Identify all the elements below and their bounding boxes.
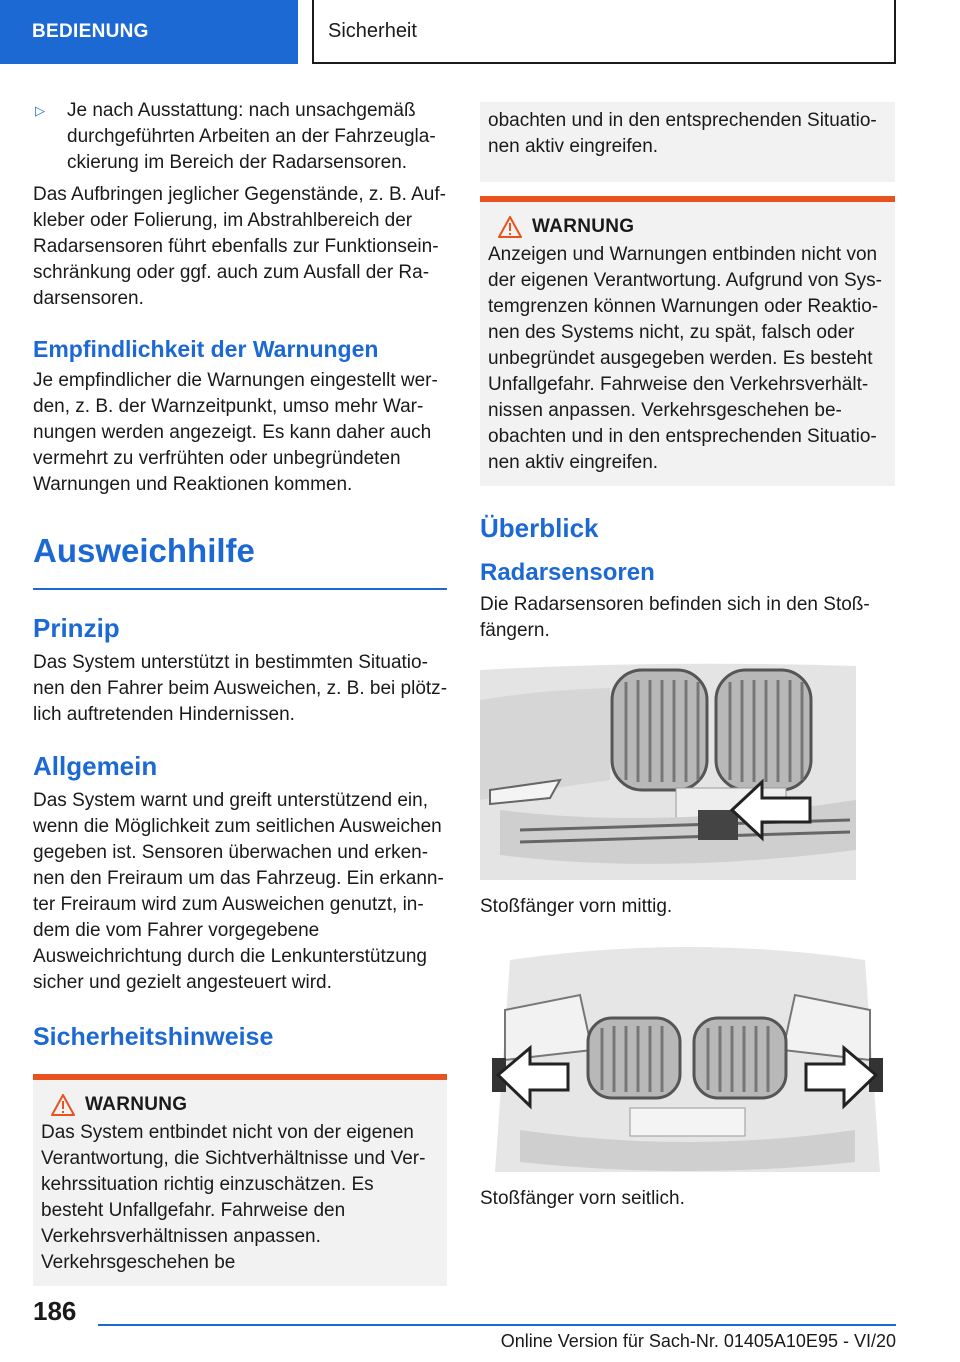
paragraph-aufbringen: Das Aufbringen jeglicher Gegenstände, z. B. Aufkleber oder Folierung, im Abstrahlbereich der Radarsensoren führt ebenfalls zur Funktionseinschränkung oder ggf. auch zum Ausfall der Radarsensoren. bbox=[33, 184, 446, 309]
heading-allgemein: Allgemein bbox=[33, 751, 158, 781]
header-section-label: BEDIENUNG bbox=[32, 21, 149, 42]
header-section-tab bbox=[0, 0, 298, 64]
footer-divider bbox=[98, 1324, 896, 1326]
warning-triangle-icon bbox=[51, 1094, 75, 1116]
paragraph-allgemein: Das System warnt und greift unterstützend ein, wenn die Möglichkeit zum seitlichen Ausweichen gegeben ist. Sensoren überwachen und erkennen den Freiraum um das Fahrzeug. Ein erkannter Freiraum wird zum Ausweichen genutzt, indem die vom Fahrer vorgegebene Ausweichrichtung durch die Lenkunterstützung sicher und gezielt angesteuert wird. bbox=[33, 790, 444, 993]
paragraph-prinzip: Das System unterstützt in bestimmten Situationen den Fahrer beim Ausweichen, z. B. bei plötzlich auftretenden Hindernissen. bbox=[33, 652, 448, 725]
warning-box-2 bbox=[480, 196, 895, 486]
warning-continuation-box bbox=[480, 102, 895, 182]
warning-triangle-icon bbox=[498, 216, 522, 238]
warning-header bbox=[41, 1094, 439, 1116]
heading-empfindlichkeit: Empfindlichkeit der Warnungen bbox=[33, 336, 379, 362]
caption-bumper-center: Stoßfänger vorn mittig. bbox=[480, 896, 673, 917]
header-chapter-box bbox=[312, 0, 896, 64]
heading-prinzip: Prinzip bbox=[33, 613, 120, 643]
warning-label-2: WARNUNG bbox=[532, 216, 635, 237]
triangle-bullet-icon: ▷ bbox=[35, 103, 45, 118]
right-column bbox=[480, 102, 895, 1212]
paragraph-radarsensoren: Die Radarsensoren befinden sich in den Stoßfängern. bbox=[480, 594, 870, 641]
footer-version-text: Online Version für Sach-Nr. 01405A10E95 - VI/20 bbox=[500, 1331, 896, 1351]
heading-ueberblick: Überblick bbox=[480, 513, 599, 543]
warning-label: WARNUNG bbox=[85, 1094, 188, 1115]
warning-text: Das System entbindet nicht von der eigenen Verantwortung, die Sichtverhältnisse und Verkehrssituation richtig einzuschätzen. Es besteht Unfallgefahr. Fahrweise den Verkehrsverhältnissen anpassen. Verkehrsgeschehen be bbox=[41, 1122, 426, 1273]
bullet-text: Je nach Ausstattung: nach unsachgemäß durchgeführten Arbeiten an der Fahrzeuglackierung im Bereich der Radarsensoren. bbox=[67, 100, 436, 173]
heading-sicherheitshinweise: Sicherheitshinweise bbox=[33, 1023, 274, 1051]
heading-radarsensoren: Radarsensoren bbox=[480, 559, 655, 586]
warning-continuation-text: obachten und in den entsprechenden Situationen aktiv eingreifen. bbox=[488, 110, 877, 157]
bumper-front-sides-image bbox=[480, 940, 895, 1172]
bumper-front-center-image bbox=[480, 660, 856, 880]
warning-box bbox=[33, 1074, 447, 1286]
warning-text-2: Anzeigen und Warnungen entbinden nicht von der eigenen Verantwortung. Aufgrund von Systemgrenzen können Warnungen oder Reaktionen des Systems nicht, zu spät, falsch oder unbegründet ausgegeben werden. Es besteht Unfallgefahr. Fahrweise den Verkehrsverhältnissen anpassen. Verkehrsgeschehen beobachten und in den entsprechenden Situationen aktiv eingreifen. bbox=[488, 244, 882, 473]
left-column bbox=[33, 98, 447, 1286]
caption-bumper-sides: Stoßfänger vorn seitlich. bbox=[480, 1188, 685, 1209]
header-chapter-label: Sicherheit bbox=[328, 19, 417, 42]
list-item bbox=[33, 98, 447, 176]
heading-ausweichhilfe: Ausweichhilfe bbox=[33, 530, 447, 590]
page-number: 186 bbox=[33, 1296, 77, 1326]
paragraph-empfindlichkeit: Je empfindlicher die Warnungen eingestellt werden, z. B. der Warnzeitpunkt, umso mehr Warnungen werden angezeigt. Es kann daher auch vermehrt zu verfrühten oder unbegründeten Warnungen und Reaktionen kommen. bbox=[33, 370, 438, 495]
warning-header-2 bbox=[488, 216, 887, 238]
